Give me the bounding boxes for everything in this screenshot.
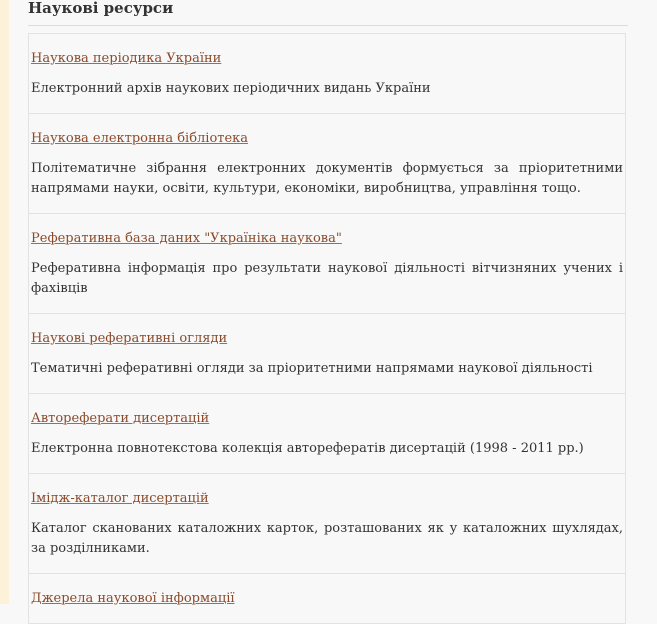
resource-item [29,474,625,574]
resource-item [29,574,625,623]
resource-list [28,33,626,624]
section-title: Наукові ресурси [28,0,628,26]
resource-link[interactable]: Наукова електронна бібліотека [31,131,249,146]
resource-link[interactable]: Джерела наукової інформації [31,591,235,606]
resource-description: Електронна повнотекстова колекція авторефератів дисертацій (1998 - 2011 рр.) [31,441,584,456]
resource-description: Каталог сканованих каталожних карток, розташованих як у каталожних шухлядах, за розділниками. [31,521,623,556]
resource-link[interactable]: Наукові реферативні огляди [31,331,228,346]
resource-description: Реферативна інформація про результати наукової діяльності вітчизняних учених і фахівців [31,261,623,296]
resource-link[interactable]: Автореферати дисертацій [31,411,210,426]
resource-item [29,34,625,114]
resource-item [29,214,625,314]
resource-link[interactable]: Імідж-каталог дисертацій [31,491,209,506]
scientific-resources-section [28,0,628,606]
resource-description: Електронний архів наукових періодичних видань України [31,81,431,96]
resource-item [29,394,625,474]
resource-description: Політематичне зібрання електронних документів формується за пріоритетними напрямами науки, освіти, культури, економіки, виробництва, управління тощо. [31,161,623,196]
resource-item [29,314,625,394]
resource-link[interactable]: Наукова періодика України [31,51,222,66]
resource-item [29,114,625,214]
resource-link[interactable]: Реферативна база даних "Україніка наукова" [31,231,342,246]
resource-description: Тематичні реферативні огляди за пріоритетними напрямами наукової діяльності [31,361,593,376]
left-accent-stripe [0,0,9,604]
